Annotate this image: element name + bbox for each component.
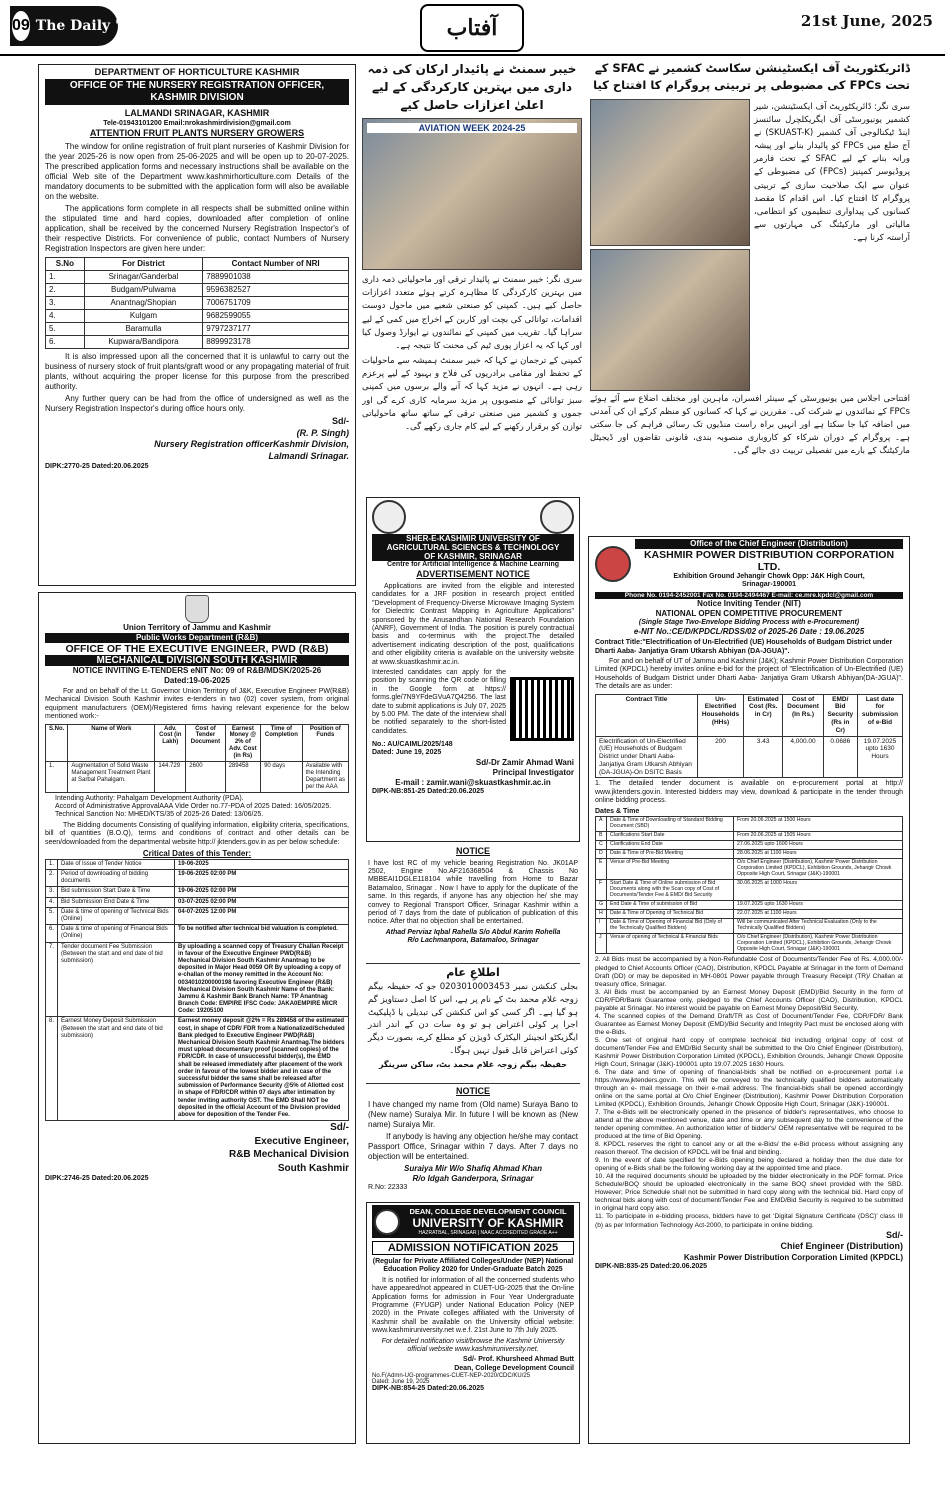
item-text: The date and time of opening of financial-bids shall be notified on e-procurement portal i.e https://www.jktenders.gov.in. This will be conveyed to the technically qualified bidders automatically through an e- mail message on their e-mail address. The financial-bids shall be opened accordingly online on the same portal at O/o Chief Engineer (Distribution), Kashmir Power Distribution Corporation Limited (KPDCL), Exhibition Grounds, Jehangir Chowk Opposite High Court, Srinagar (J&K)-190001. <box>595 1068 903 1109</box>
cell: 30.06.2025 at 1000 Hours <box>734 879 903 900</box>
kpdcl-logo-icon <box>595 546 631 582</box>
notice-address: R/o Idgah Ganderpora, Srinagar <box>412 1173 534 1183</box>
col-doc: Cost of Document (In Rs.) <box>783 694 823 736</box>
cell: Bid Submission End Date & Time <box>58 897 175 907</box>
horticulture-contact: Tele-01943101200 Email:nrokashmirdivision@gmail.com <box>103 120 291 128</box>
event-photo-2 <box>590 249 750 391</box>
horticulture-notice <box>38 64 356 586</box>
pwd-intro: For and on behalf of the Lt. Governor Union Territory of J&K, Executive Engineer PW(R&B) Mechanical Division South Kashmir invites e-tenders in two (02) cover system, from original equipment manufacturers (OEM)/Registered firms having relevant experience for the below mentioned work:- <box>45 688 349 721</box>
cell: 4. <box>46 310 85 323</box>
pwd-dept: Public Works Department (R&B) <box>45 633 349 643</box>
ref-number: No.F(Admn-UG-programmes-CUET-NEP-2020/CDC/KU/25 <box>372 1373 531 1380</box>
pwd-nit: NOTICE INVITING E-TENDERS eNIT No: 09 of R&B/MDSK/2025-26 <box>72 666 322 675</box>
table-row <box>596 817 903 832</box>
news-layout <box>590 99 910 391</box>
rc-lost-notice <box>366 846 580 964</box>
cell: 9682599055 <box>203 310 349 323</box>
item-number: 11. <box>595 1213 604 1221</box>
pwd-nit-date: Dated:19-06-2025 <box>164 676 230 685</box>
news-headline: خیبر سمنٹ نے پائیدار ارکان کی ذمہ داری میں بہترین کارکردگی کے لیے اعلیٰ اعزازات حاصل کیے <box>367 62 577 112</box>
cell: 7006751709 <box>203 297 349 310</box>
horticulture-address: LALMANDI SRINAGAR, KASHMIR <box>124 108 270 119</box>
university-name: UNIVERSITY OF KASHMIR <box>412 1216 564 1230</box>
cell: 200 <box>698 736 744 778</box>
list-item <box>595 1069 903 1109</box>
cell: 3. <box>46 297 85 310</box>
cell: Date & time of opening of Financial Bids (Online) <box>58 925 175 942</box>
table-row <box>46 310 349 323</box>
kashmir-university-notice <box>366 1202 580 1444</box>
ad-p1: Applications are invited from the eligible and interested candidates for a JRF position in research project entitled "Development of Frequency-Diverse Microwave Imaging System for Dielectric Contrast Mapping in Agriculture Applications" sponsored by the Anusandhan National Research Foundation (ANRF), Government of India. The position is purely contractual basis and co-terminus with the project.The detailed advertisement indicating description of the post, qualifications and other eligibility criteria is available on the university website at www.skuastkashmir.ac.in. <box>372 583 574 666</box>
pwd-office2: MECHANICAL DIVISION SOUTH KASHMIR <box>45 655 349 666</box>
col-district: For District <box>84 258 203 271</box>
cell: 8. <box>46 1017 58 1121</box>
table-row <box>46 942 349 1017</box>
table-row <box>46 925 349 942</box>
signer-place: Lalmandi Srinagar. <box>268 451 349 462</box>
notice-body: I have lost RC of my vehicle bearing Registration No. JK01AP 2502, Engine No.AF216368504 & Chassis No MBBEAI1DGLE118104 while travelling from Home to Bazar Batamaloo, Srinagar . Now I have to apply for the duplicate of the same. In this regards, if anyone has any objection he/ she may convey to Regional Transport Officer, Srinagar Kashmir within a period of 7 days from the date of publication of publication of this notice. After that no objection shall be entertained. <box>368 859 578 926</box>
table-row <box>596 849 903 858</box>
bullet-item: Technical Sanction No: MHED/KTS/35 of 2025-26 Dated: 13/06/25. <box>55 811 264 819</box>
item-number: 3. <box>595 988 601 996</box>
cell: O/o Chief Engineer (Distribution), Kashmir Power Distribution Corporation Limited (KPDCL), Exhibition Grounds, Jehangir Chowk Opposite High Court, Srinagar (J&K)-190001 <box>734 858 903 879</box>
cell: 8899923178 <box>203 336 349 349</box>
logo-row <box>372 500 574 534</box>
item-text: The scanned copies of the Demand Draft/TR as Cost of Document/Tender Fee, CDR/FDR/ Bank Guarantee as Earnest Money Deposit (EMD)/Bid Security and Integrity Pact must be enclosed along with the e-Bids. <box>595 1012 903 1036</box>
caiml-logo-icon <box>540 500 574 534</box>
urdu-news-skuast <box>590 60 910 530</box>
col-funds: Position of Funds <box>302 724 348 761</box>
horticulture-attention: ATTENTION FRUIT PLANTS NURSERY GROWERS <box>89 128 305 139</box>
list-item <box>595 956 903 988</box>
signer-name: Chief Engineer (Distribution) <box>780 1241 903 1252</box>
kpdcl-name: KASHMIR POWER DISTRIBUTION CORPORATION LTD. <box>643 549 895 573</box>
bullet-item: Accord of Administrative ApprovalAAA Vide Order no.77-PDA of 2025 Dated: 16/05/2025. <box>55 802 332 810</box>
table-row <box>46 870 349 887</box>
issue-date: 21st June, 2025 <box>800 12 933 30</box>
sd-mark: Sd/- <box>886 1229 903 1240</box>
signer-title: Nursery Registration officerKashmir Division, <box>154 439 349 450</box>
admission-title: ADMISSION NOTIFICATION 2025 <box>372 1241 574 1255</box>
cell: Augmentation of Solid Waste Management Treatment Plant at Sarbal Pahalgam. <box>68 762 155 793</box>
list-item <box>595 1173 903 1213</box>
cell: Available with the Intending Department as per the AAA <box>302 762 348 793</box>
cell: From 20.06.2025 at 1500 Hours <box>734 817 903 832</box>
kpdcl-address1: Exhibition Ground Jehangir Chowk Opp: J&K High Court, <box>673 573 865 580</box>
signer-name: Sd/-Dr Zamir Ahmad Wani <box>475 757 574 767</box>
cell: Date & Time of Opening of Financial Bid (Only of the Technically Qualified Bidders) <box>607 918 734 933</box>
council-name: DEAN, COLLEGE DEVELOPMENT COUNCIL <box>409 1207 567 1216</box>
cell: 1. <box>46 859 58 869</box>
kpdcl-phone: Phone No. 0194-2452001 Fax No. 0194-2494467 E-mail: ce.mre.kpdcl@gmail.com <box>595 592 903 599</box>
dates-table <box>595 816 903 954</box>
list-item <box>595 1157 903 1173</box>
table-row <box>46 323 349 336</box>
cell: End Date & Time of submission of Bid <box>607 900 734 909</box>
item-number: 6. <box>595 1068 601 1076</box>
col-work: Name of Work <box>68 724 155 761</box>
cell: 19.07.2025 upto 1630 Hours <box>734 900 903 909</box>
ad-ref-date: Dated: June 19, 2025 <box>372 749 442 757</box>
cell: Anantnag/Shopian <box>84 297 203 310</box>
cell: C <box>596 840 607 849</box>
cell: I <box>596 918 607 933</box>
item-number: 10. <box>595 1173 605 1181</box>
list-item <box>595 1037 903 1069</box>
sd-mark: Sd/- <box>330 1122 349 1134</box>
ref-date: Dated: June 19, 2025 <box>372 1379 430 1386</box>
list-item <box>595 1013 903 1037</box>
cell: Date & time of opening of Technical Bids (Online) <box>58 907 175 924</box>
table-row <box>46 297 349 310</box>
cell: 6. <box>46 925 58 942</box>
nri-contact-table <box>45 257 349 349</box>
cell: 0.0686 <box>823 736 857 778</box>
horticulture-dept: DEPARTMENT OF HORTICULTURE KASHMIR <box>94 67 300 78</box>
cell: 19.07.2025 upto 1630 Hours <box>857 736 902 778</box>
cell: 7889901038 <box>203 271 349 284</box>
ad-title: ADVERTISEMENT NOTICE <box>416 569 530 580</box>
signer-2: R&B Mechanical Division <box>228 1149 349 1161</box>
cell: 90 days <box>261 762 303 793</box>
dipk-ref: DIPK-NB:835-25 Dated:20.06.2025 <box>595 1262 708 1270</box>
cell: 19-06-2025 02:00 PM <box>175 887 349 897</box>
cell: F <box>596 879 607 900</box>
item-text: KPDCL reserves the right to cancel any or all the e-Bids/ the e-Bid process without assigning any reason thereof. The decision of KPDCL will be final and binding. <box>595 1141 903 1157</box>
table-row <box>596 858 903 879</box>
cell: 28.06.2025 at 1100 Hours <box>734 849 903 858</box>
cell: Tender document Fee Submission (Between the start and end date of bid submission) <box>58 942 175 1017</box>
urdu-public-notice <box>366 966 580 1084</box>
pwd-work-table <box>45 724 349 793</box>
dipk-ref: DIPK:2770-25 Dated:20.06.2025 <box>45 462 149 470</box>
cell: 22.07.2025 at 1100 Hours <box>734 909 903 918</box>
cell: Electrification of Un-Electrified (UE) Households of Budgam District under Dharti Aaba-Janjatiya Gram Utkarsh Abhiyan (DA-JGUA)-On DSITC Basis <box>596 736 698 778</box>
enit-number: e-NIT No.:CE/D/KPDCL/RDSS/02 of 2025-26 Date : 19.06.2025 <box>633 627 865 637</box>
notice-signer: Suraiya Mir W/o Shafiq Ahmad Khan <box>404 1163 542 1173</box>
cell: Date & Time of Pre-Bid Meeting <box>607 849 734 858</box>
cell: Start Date & Time of Online submission of Bid Documents along with the Scan copy of Cost of Documents/Tender Fee & EMD/ Bid Security <box>607 879 734 900</box>
cell: H <box>596 909 607 918</box>
national-emblem-icon <box>185 595 209 623</box>
table-row <box>46 1017 349 1121</box>
item-text: All the required documents should be uploaded by the bidder electronically in the PDF format. Price Schedule/BOQ should be uploaded electronically in the same BOQ sheet provided with the SBD. However; Price Schedule shall not be submitted in hard copy along with the technical bid. Hard copy of technical bids along with cost of document/Tender Fee and EMD/Bid Security is required to be submitted in original hard copy also. <box>595 1173 904 1213</box>
admission-subtitle: (Regular for Private Affiliated Colleges/Under (NEP) National Education Policy 2020 for Under-Graduate Batch 2025 <box>372 1258 574 1274</box>
r-number: R.No: 22333 <box>368 1183 408 1191</box>
item-number: 4. <box>595 1012 601 1020</box>
photo-banner: AVIATION WEEK 2024-25 <box>367 123 577 133</box>
notice-address: R/o Lachmanpora, Batamaloo, Srinagar <box>407 937 539 945</box>
cell: 2. <box>46 870 58 887</box>
dates-title: Dates & Time <box>595 807 640 815</box>
cell: 1. <box>46 271 85 284</box>
page-number-badge <box>10 6 183 46</box>
award-photo <box>362 118 582 270</box>
cell: 19-06-2025 02:00 PM <box>175 870 349 887</box>
centre-name: Centre for Artificial Intelligence & Machine Learning <box>386 561 560 568</box>
item-number: 7. <box>595 1109 601 1117</box>
horticulture-p4: Any further query can be had from the office of undersigned as well as the Nursery Registration Inspector's during office hours only. <box>45 394 349 414</box>
cell: Venue of Pre-Bid Meeting <box>607 858 734 879</box>
uni-name-3: OF KASHMIR, SRINAGAR <box>372 552 574 561</box>
cell: Venue of opening of Technical & Financial Bids <box>607 933 734 954</box>
masthead-logo: آفتاب <box>420 4 524 52</box>
list-item <box>595 1213 903 1229</box>
item-number: 5. <box>595 1036 601 1044</box>
cell: 144.729 <box>155 762 186 793</box>
item-number: 9. <box>595 1157 601 1165</box>
ad-ref: No.: AU/CAIML/2025/148 <box>372 740 453 748</box>
kpdcl-office: Office of the Chief Engineer (Distribution) <box>635 539 903 549</box>
skuast-advertisement <box>366 497 580 842</box>
cell: 19-06-2025 <box>175 859 349 869</box>
cell: Date & Time of Downloading of Standard Bidding Document (SBD) <box>607 817 734 832</box>
bullet-item: Intending Authority: Pahalgam Development Authority (PDA). <box>55 794 244 802</box>
col-sno: S.No <box>46 258 85 271</box>
item-text: In the event of date specified for e-Bids opening being declared a holiday then the due date for opening of e-Bids shall be the following working day at the appointed time and place. <box>595 1157 903 1173</box>
signer-1: Executive Engineer, <box>254 1135 349 1147</box>
admission-body: It is notified for information of all the concerned students who have appeared/not appeared in CUET-UG-2025 that the On-line Application forms for admission in Four Year Undergraduate Programme (FYUGP) under National Education Policy (NEP 2020) in the Private colleges affiliated with the University of Kashmir shall be available on the University official website: www.kashmiruniversity.net w.e.f. 21st June to 7th July 2025. <box>372 1276 574 1335</box>
dipk-ref: DIPK-NB:851-25 Dated:20.06.2025 <box>372 787 485 795</box>
news-body: کمپنی کے ترجمان نے کہا کہ خیبر سمنٹ ہمیشہ سے ماحولیات کے تحفظ اور مقامی برادریوں کی فلاح و بہبود کے لیے پرعزم رہی ہے۔ انہوں نے مزید کہا کہ آنے والے برسوں میں کمپنی سبز توانائی کے منصوبوں پر مزید سرمایہ کاری کرے گی اور جموں و کشمیر میں صنعتی ترقی کے ساتھ ساتھ ماحولیاتی توازن کو برقرار رکھنے کے لیے کام جاری رکھے گی۔ <box>362 356 582 432</box>
ad-p2: Interested candidates can apply for the position by scanning the QR code or filling in the Google form at https:// forms.gle/7N9YFdeGVuA7Q4256. The last date to submit applications is July 07, 2025 by 5.00 PM. The date of the interview shall be notified separately to the short-listed candidates. <box>372 668 506 735</box>
cell: 3.43 <box>743 736 782 778</box>
cell: Baramulla <box>84 323 203 336</box>
cell: 27.06.2025 upto 1600 Hours <box>734 840 903 849</box>
signer-3: South Kashmir <box>277 1162 349 1174</box>
cell: Srinagar/Ganderbal <box>84 271 203 284</box>
cell: Budgam/Pulwama <box>84 284 203 297</box>
cell: From 20.06.2025 at 1505 Hours <box>734 831 903 840</box>
col-emd: Earnest Money @ 2% of Adv. Cost (in Rs) <box>225 724 261 761</box>
notice-body: بجلی کنکشن نمبر 0203010003453 جو کہ حفیظہ بیگم زوجہ غلام محمد بٹ کے نام پر ہے، اس کا اصل دستاویز گم ہو گیا ہے۔ اگر کسی کو اس کنکشن کی تبدیلی یا ڈپلیکیٹ اجرا پر کوئی اعتراض ہو تو وہ سات دن کے اندر اندر ایگزیکٹو انجینئر الیکٹرک ڈویژن کو مطلع کرے، بصورت دیگر کوئی اعتراض قابل قبول نہیں ہوگا۔ <box>368 982 578 1056</box>
news-body: سری نگر: خیبر سمنٹ نے پائیدار ترقی اور ماحولیاتی ذمہ داری میں بہترین کارکردگی کا مظاہرہ کرتے ہوئے متعدد اعزازات حاصل کیے ہیں۔ کمپنی کو صنعتی شعبے میں ماحول دوست اقدامات، توانائی کی بچت اور کاربن کے اخراج میں کمی کے لیے سراہا گیا۔ تقریب میں کمپنی کے نمائندوں نے ایوارڈ وصول کیا اور کہا کہ یہ اعزاز پوری ٹیم کی محنت کا نتیجہ ہے۔ <box>362 275 582 351</box>
notice-title: اطلاعِ عام <box>446 966 500 979</box>
university-seal-icon <box>374 1209 400 1235</box>
kpdcl-address2: Srinagar-190001 <box>741 581 797 589</box>
table-row <box>596 879 903 900</box>
col-time: Time of Completion <box>261 724 303 761</box>
list-item <box>595 1109 903 1141</box>
table-row <box>46 897 349 907</box>
item-text: One set of original hard copy of complete technical bid including original copy of cost of document/Tender Fee and EMD/Bid Security shall be submitted to the O/o Chief Engineer (Distribution), Kashmir Power Distribution Corporation Limited (KPDCL), Exhibition Grounds, Jehangir Chowk Opposite High Court, Srinagar (J&K)-190001 upto 19.07.2025 1630 Hours. <box>595 1036 903 1068</box>
notice-body: I have changed my name from (Old name) Suraya Bano to (New name) Suraiya Mir. In future I will be known as (New name) Suraiya Mir. <box>368 1099 578 1129</box>
qr-code-icon[interactable] <box>510 677 574 741</box>
item-number: 2. <box>595 956 601 964</box>
table-row <box>596 933 903 954</box>
item-text: All Bids must be accompanied by a Non-Refundable Cost of Documents/Tender Fee of Rs. 4,000.00/- pledged to Chief Accounts Officer (CAO), Distribution, KPDCL Payable at Srinagar in the form of Demand Draft (DD) or may be deposited in MH-0801 Power payable through Treasury Receipt (TR)/ Challan at treasury office, Srinagar. <box>595 956 903 988</box>
nit-title-3: (Single Stage Two-Envelope Bidding Process with e-Procurement) <box>638 618 860 626</box>
col-last-date: Last date for submission of e-Bid <box>857 694 902 736</box>
cell: D <box>596 849 607 858</box>
cell: 5. <box>46 907 58 924</box>
cell: 4,000.00 <box>783 736 823 778</box>
signer-title: Dean, College Development Council <box>454 1364 574 1372</box>
table-row <box>46 284 349 297</box>
event-photo-1 <box>590 99 750 246</box>
university-seal-icon <box>372 500 406 534</box>
pwd-bullets <box>45 795 349 820</box>
cell: Kulgam <box>84 310 203 323</box>
cell: Date of Issue of Tender Notice <box>58 859 175 869</box>
admission-body-2: For detailed notification visit/browse the Kashmir University official website www.kashmiruniversity.net. <box>381 1337 565 1353</box>
cell: Earnest Money Deposit Submission (Between the start and end date of bid submission) <box>58 1017 175 1121</box>
table-row <box>46 887 349 897</box>
col-emd: EMD/ Bid Security (Rs in Cr) <box>823 694 857 736</box>
col-title: Contract Title <box>596 694 698 736</box>
apply-row <box>372 669 574 741</box>
paper-name: The Daily "AFTAB" <box>35 18 183 34</box>
list-item <box>595 1141 903 1157</box>
item-number: 1. <box>595 780 609 788</box>
cell: 4. <box>46 897 58 907</box>
cell: 2. <box>46 284 85 297</box>
item-text: To participate in e-bidding process, bidders have to get 'Digital Signature Certificate (DSC)' class III (b) as per Information Technology Act-2000, to participate in online bidding. <box>595 1213 903 1229</box>
cell: E <box>596 858 607 879</box>
item-text: All Bids must be accompanied by an Earnest Money Deposit (EMD)/Bid Security in the form of CDR/FDR/Bank Guarantee only, pledged to the Chief Accounts Officer (CAO), Distribution, KPDCL payable at Srinagar. No interest would be payable on Earnest Money Deposit/Bid Security. <box>595 988 904 1012</box>
news-body: سری نگر: ڈائریکٹوریٹ آف ایکسٹینشن، شیر کشمیر یونیورسٹی آف ایگریکلچرل سائنسز اینڈ ٹیکنالوجی آف کشمیر (SKUAST-K) نے آج ضلع میں FPCs کو پائیدار بنانے اور پیشہ ورانہ بنانے کے لیے SFAC کے تحت فارمر پروڈیوسر کمپنیز (FPCs) کی مضبوطی کے عنوان سے ایک صلاحیت سازی کے تربیتی پروگرام کا افتتاح کیا۔ اس اقدام کا مقصد کسانوں کی پیداواری تنظیموں کو انتظامی، مالیاتی اور مارکیٹنگ کی مہارتوں سے آراستہ کرنا ہے۔ <box>754 101 910 244</box>
photo-column <box>590 99 750 391</box>
table-row <box>596 909 903 918</box>
item-text: The detailed tender document is available on e-procurement portal at http:// www.jktenders.gov.in. Interested bidders may view, download & participate in the tender through online bidding process. <box>595 780 903 805</box>
name-change-notice <box>366 1086 580 1200</box>
cell: B <box>596 831 607 840</box>
news-body: افتتاحی اجلاس میں یونیورسٹی کے سینئر افسران، ماہرین اور مختلف اضلاع سے آئے ہوئے FPCs کے نمائندوں نے شرکت کی۔ مقررین نے کہا کہ کسانوں کو منظم کرکے ان کی آمدنی میں اضافہ کیا جا سکتا ہے اور انہیں براہ راست منڈیوں تک رسائی فراہم کی جا سکتی ہے۔ پروگرام کے دوران شرکاء کو کاروباری منصوبہ بندی، قانونی تقاضوں اور ڈیجیٹل مارکیٹنگ کے بارے میں تفصیلی تربیت دی جائے گی۔ <box>590 393 910 457</box>
cell: Clarifications End Date <box>607 840 734 849</box>
signer-name: Sd/- Prof. Khursheed Ahmad Butt <box>463 1356 574 1364</box>
table-row <box>596 840 903 849</box>
kpdcl-tender-notice <box>588 536 910 1444</box>
cell: Clarifications Start Date <box>607 831 734 840</box>
item-text: The e-Bids will be electronically opened in the presence of bidder's representatives, who choose to attend at the above mentioned venue, date and time or any subsequent day to the convenience of the tender opening committee. An authorization letter of bidder's/ OEM representative will be required to be produced at the time of Bid Opening. <box>595 1109 903 1141</box>
col-cost: Adv. Cost (in Lakh) <box>155 724 186 761</box>
horticulture-office: OFFICE OF THE NURSERY REGISTRATION OFFICER, KASHMIR DIVISION <box>45 79 349 105</box>
uni-name-1: SHER-E-KASHMIR UNIVERSITY OF <box>372 534 574 543</box>
contract-title: Contract Title:"Electrification of Un-Electrified (UE) Households of Budgam District under Dharti Aaba- Janjatiya Gram Utkarsh Abhiyan (DA-JGUA)". <box>595 639 893 655</box>
cell: Bid submission Start Date & Time <box>58 887 175 897</box>
pwd-office1: OFFICE OF THE EXECUTIVE ENGINEER, PWD (R&B) <box>65 643 329 655</box>
table-row <box>46 762 349 793</box>
contract-table <box>595 694 903 779</box>
cell: A <box>596 817 607 832</box>
col-sno: S.No. <box>46 724 68 761</box>
cell: 5. <box>46 323 85 336</box>
table-row <box>596 831 903 840</box>
nit-title: Notice Inviting Tender (NIT) <box>697 598 801 608</box>
item-number: 8. <box>595 1141 601 1149</box>
col-doc: Cost of Tender Document <box>186 724 225 761</box>
table-row <box>46 859 349 869</box>
cell: 9797237177 <box>203 323 349 336</box>
sd-mark: Sd/- <box>332 416 349 427</box>
table-row <box>46 336 349 349</box>
cell: J <box>596 933 607 954</box>
table-row <box>46 271 349 284</box>
page-number: 09 <box>12 11 30 41</box>
contact-email: E-mail : zamir.wani@skuastkashmir.ac.in <box>395 777 551 787</box>
cell: 289458 <box>225 762 261 793</box>
critical-dates-table <box>45 859 349 1121</box>
signer-name: (R. P. Singh) <box>296 427 349 438</box>
cell: To be notified after technical bid valuation is completed. <box>175 925 349 942</box>
nit-title-2: NATIONAL OPEN COMPETITIVE PROCUREMENT <box>655 608 843 618</box>
cell: Date & Time of Opening of Technical Bid <box>607 909 734 918</box>
notice-title: NOTICE <box>455 846 490 856</box>
text-column <box>754 99 910 391</box>
kpdcl-item-1 <box>595 780 903 805</box>
list-item <box>595 989 903 1013</box>
pwd-tender-notice <box>38 592 356 1444</box>
col-cost: Estimated Cost (Rs. in Cr) <box>743 694 782 736</box>
page-header <box>0 0 945 56</box>
cell: G <box>596 900 607 909</box>
table-row <box>596 900 903 909</box>
cell: 6. <box>46 336 85 349</box>
cell: O/o Chief Engineer (Distribution), Kashmir Power Distribution Corporation Limited (KPDCL), Exhibition Grounds, Jehangir Chowk Opposite High Court, Srinagar (J&K)-190001 <box>734 933 903 954</box>
news-headline: ڈائریکٹوریٹ آف ایکسٹینشن سکاسٹ کشمیر نے SFAC کے تحت FPCs کی مضبوطی پر تربیتی پروگرام کا افتتاح کیا <box>593 61 910 93</box>
kpdcl-header <box>595 539 903 590</box>
cell: By uploading a scanned copy of Treasury Challan Receipt in favour of the Executive Engineer PWD(R&B) Mechanical Division South Kashmir Anantnag to be deposited in Major Head 0059 OR By uploading a copy of e-challan of the money remitted in the Account No: 0034010200000198 favoring Executive Engineer (R&B) Mechanical Division South Kashmir Name of the Bank: Jammu & Kashmir Bank Branch Name: TP Anantnag Branch Code: EMPIRE IFSC Code: JAKA0EMPIRE MICR Code: 19205100 <box>175 942 349 1017</box>
cell: Kupwara/Bandipora <box>84 336 203 349</box>
uni-header <box>372 1205 574 1238</box>
table-row <box>596 918 903 933</box>
cell: 2600 <box>186 762 225 793</box>
horticulture-p3: It is also impressed upon all the concerned that it is unlawful to carry out the business of nursery stock of fruit plants/graft wood or any propagating material of fruit plants, without acquiring the proper license for this purpose from the prescribed authority. <box>45 352 349 392</box>
horticulture-p2: The applications form complete in all respects shall be submitted online within the stipulated time and hard copies, downloaded after completion of online application, shall be received by the concerned Nursery Registration Inspector's of their respective Districts. For convenience of public, contact Numbers of Nursery Registration Inspectors are given here under: <box>45 204 349 254</box>
cell: 1. <box>46 762 68 793</box>
cell: Earnest money deposit @2% = Rs 289458 of the estimated cost, in shape of CDR/ FDR from a Nationalized/Scheduled Bank pledged to Executive Engineer PWD(R&B) Mechanical Division South Kashmir Anantnag.The bidders must upload documentary proof (scanned copies) of the FDR/CDR. In case of unsuccessful bidder(s), the EMD shall be released immediately after placement of the work order in favour of the lowest bidder and in case of the successful bidder the same shall be released after submission of Performance Security @5% of Allotted cost in shape of FDR/CDR within 07 days after intimation by tender inviting authority GST. The EMD Shall NOT be deposited in the official Account of the Division provided above for deposition of the Tender Fee. <box>175 1017 349 1121</box>
cell: 7. <box>46 942 58 1017</box>
table-row <box>46 907 349 924</box>
critical-dates-title: Critical Dates of this Tender: <box>142 848 252 858</box>
horticulture-p1: The window for online registration of fruit plant nurseries of Kashmir Division for the year 2025-26 is now open from 25-06-2025 and will be open up to 20-07-2025. The prescribed application forms and necessary instructions shall be available on the official Web site of the Department www.kashmirhorticulture.com Details of the mandatory documents to be submitted with the application form will also be available on the website. <box>45 142 349 202</box>
table-row <box>596 736 903 778</box>
cell: 04-07-2025 12:00 PM <box>175 907 349 924</box>
notice-signer: Athad Perviaz Iqbal Rahella S/o Abdul Karim Rohella <box>385 928 561 936</box>
university-subline: HAZRATBAL, SRINAGAR | NAAC ACCREDITED GRADE A++ <box>418 1230 558 1236</box>
urdu-news-khyber <box>362 60 582 490</box>
kpdcl-items <box>595 956 903 1229</box>
col-hhs: Un-Electrified Households (HHs) <box>698 694 744 736</box>
cell: Will be communicated After Technical Evaluation (Only to the Technically Qualified Bidders) <box>734 918 903 933</box>
dipk-ref: DIPK:2746-25 Dated:20.06.2025 <box>45 1175 149 1183</box>
cell: Period of downloading of bidding documents <box>58 870 175 887</box>
cell: 9596382527 <box>203 284 349 297</box>
pwd-ut: Union Territory of Jammu and Kashmir <box>123 623 271 632</box>
pwd-p2: The Bidding documents Consisting of qualifying information, eligibility criteria, specifications, bill of quantities (B.O.Q), terms and conditions of contract and other details can be seen/downloaded from the departmental website http:// jktenders.gov.in as per below schedule: <box>45 821 349 846</box>
kpdcl-intro: For and on behalf of UT of Jammu and Kashmir (J&K); Kashmir Power Distribution Corporation Limited (KPDCL) hereby invites online e-bid for the project of "Electrification of Un-Electrified (UE) Households of Budgam District under Dharti Aaba- Janjatiya Gram Utkarsh Abhiyan(DA-JGUA)". The details are as under: <box>595 657 903 691</box>
col-contact: Contact Number of NRI <box>203 258 349 271</box>
notice-signer: حفیظہ بیگم زوجہ غلام محمد بٹ، ساکن سرینگر <box>378 1059 568 1069</box>
notice-title: NOTICE <box>455 1086 490 1096</box>
signer-title: Kashmir Power Distribution Corporation Limited (KPDCL) <box>683 1252 903 1262</box>
cell: 03-07-2025 02:00 PM <box>175 897 349 907</box>
signer-title: Principal Investigator <box>492 767 574 777</box>
dipk-ref: DIPK-NB:854-25 Dated:20.06.2025 <box>372 1385 485 1393</box>
uni-name-2: AGRICULTURAL SCIENCES & TECHNOLOGY <box>372 543 574 552</box>
cell: 3. <box>46 887 58 897</box>
notice-body-2: If anybody is having any objection he/she may contact Passport Office, Srinagar within 7 days. After 7 days no objection will be entertained. <box>368 1131 578 1161</box>
